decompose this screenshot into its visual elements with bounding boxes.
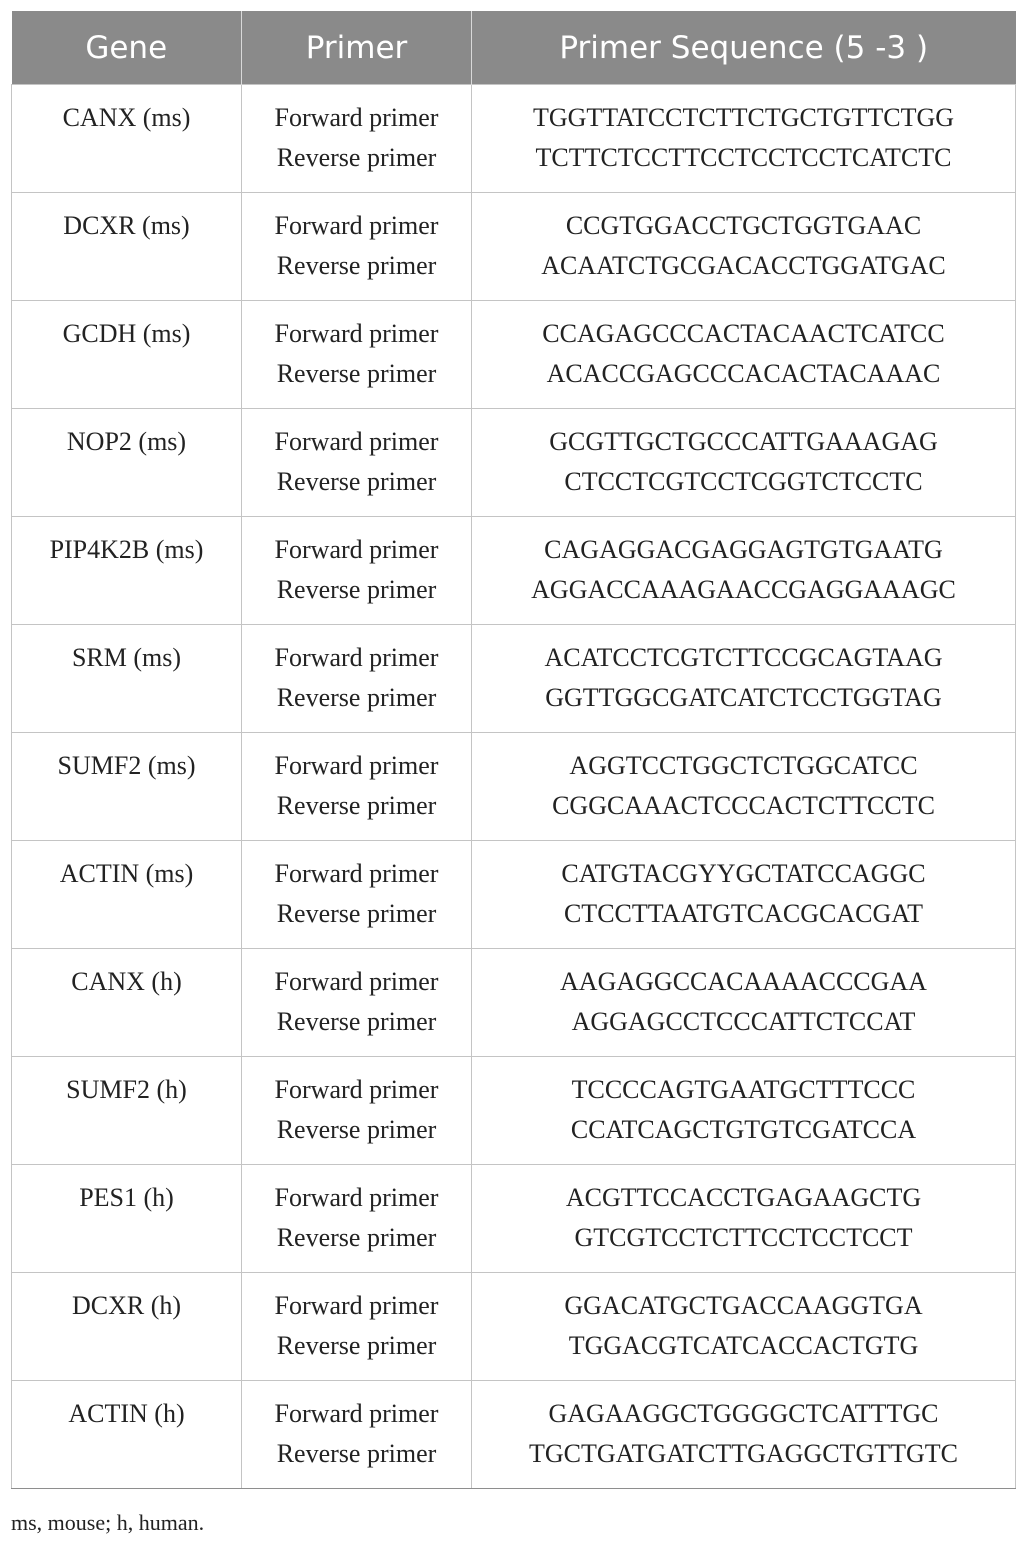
sequence-cell	[472, 625, 1016, 733]
sequence-cell	[472, 1273, 1016, 1381]
reverse-sequence: AGGAGCCTCCCATTCTCCAT	[571, 1007, 916, 1036]
primer-table	[11, 11, 1016, 1489]
sequence-cell	[472, 841, 1016, 949]
reverse-sequence: CTCCTTAATGTCACGCACGAT	[563, 899, 924, 928]
gene-cell	[12, 193, 242, 301]
gene-name: NOP2 (ms)	[66, 427, 187, 456]
gene-name: PIP4K2B (ms)	[49, 535, 204, 564]
forward-primer-label: Forward primer	[274, 859, 439, 888]
sequence-cell	[472, 733, 1016, 841]
reverse-primer-label: Reverse primer	[276, 791, 437, 820]
sequence-cell	[472, 1381, 1016, 1489]
reverse-primer-label: Reverse primer	[276, 1223, 437, 1252]
forward-primer-label: Forward primer	[274, 535, 439, 564]
sequence-cell	[472, 517, 1016, 625]
table-row	[12, 1381, 1016, 1489]
primer-cell	[242, 517, 472, 625]
sequence-cell	[472, 409, 1016, 517]
gene-name: DCXR (h)	[71, 1291, 182, 1320]
reverse-primer-label: Reverse primer	[276, 251, 437, 280]
primer-cell	[242, 733, 472, 841]
forward-sequence: CATGTACGYYGCTATCCAGGC	[561, 859, 926, 888]
sequence-cell	[472, 1165, 1016, 1273]
gene-name: CANX (h)	[71, 967, 182, 996]
forward-sequence: GAGAAGGCTGGGGCTCATTTGC	[548, 1399, 939, 1428]
gene-name: CANX (ms)	[62, 103, 191, 132]
gene-name: ACTIN (h)	[68, 1399, 185, 1428]
gene-name: SUMF2 (h)	[66, 1075, 187, 1104]
column-header-primer: Primer	[242, 11, 472, 85]
gene-cell	[12, 733, 242, 841]
forward-sequence: CAGAGGACGAGGAGTGTGAATG	[544, 535, 943, 564]
gene-cell	[12, 517, 242, 625]
forward-primer-label: Forward primer	[274, 751, 439, 780]
forward-primer-label: Forward primer	[274, 211, 439, 240]
gene-name: ACTIN (ms)	[59, 859, 194, 888]
gene-cell	[12, 1381, 242, 1489]
table-footnote: ms, mouse; h, human.	[11, 1510, 205, 1535]
reverse-primer-label: Reverse primer	[276, 467, 437, 496]
reverse-primer-label: Reverse primer	[276, 683, 437, 712]
gene-name: SUMF2 (ms)	[57, 751, 196, 780]
primer-cell	[242, 85, 472, 193]
reverse-sequence: GGTTGGCGATCATCTCCTGGTAG	[545, 683, 942, 712]
reverse-primer-label: Reverse primer	[276, 899, 437, 928]
gene-cell	[12, 1165, 242, 1273]
reverse-primer-label: Reverse primer	[276, 1115, 437, 1144]
reverse-sequence: CCATCAGCTGTGTCGATCCA	[570, 1115, 917, 1144]
gene-name: DCXR (ms)	[63, 211, 190, 240]
primer-cell	[242, 625, 472, 733]
reverse-primer-label: Reverse primer	[276, 359, 437, 388]
forward-primer-label: Forward primer	[274, 103, 439, 132]
reverse-sequence: CGGCAAACTCCCACTCTTCCTC	[552, 791, 935, 820]
primer-cell	[242, 1057, 472, 1165]
table-row	[12, 1273, 1016, 1381]
forward-sequence: GCGTTGCTGCCCATTGAAAGAG	[549, 427, 938, 456]
reverse-sequence: CTCCTCGTCCTCGGTCTCCTC	[564, 467, 923, 496]
table-row	[12, 85, 1016, 193]
gene-cell	[12, 1057, 242, 1165]
forward-primer-label: Forward primer	[274, 1183, 439, 1212]
reverse-primer-label: Reverse primer	[276, 143, 437, 172]
table-row	[12, 517, 1016, 625]
reverse-sequence: AGGACCAAAGAACCGAGGAAAGC	[531, 575, 956, 604]
sequence-cell	[472, 301, 1016, 409]
forward-sequence: TGGTTATCCTCTTCTGCTGTTCTGG	[532, 103, 955, 132]
reverse-primer-label: Reverse primer	[276, 1439, 437, 1468]
primer-cell	[242, 193, 472, 301]
forward-sequence: ACATCCTCGTCTTCCGCAGTAAG	[544, 643, 943, 672]
column-header-gene: Gene	[12, 11, 242, 85]
table-row	[12, 409, 1016, 517]
table-row	[12, 733, 1016, 841]
table-row	[12, 193, 1016, 301]
gene-cell	[12, 841, 242, 949]
sequence-cell	[472, 949, 1016, 1057]
gene-cell	[12, 1273, 242, 1381]
forward-sequence: CCGTGGACCTGCTGGTGAAC	[565, 211, 922, 240]
forward-sequence: AAGAGGCCACAAAACCCGAA	[560, 967, 927, 996]
gene-name: PES1 (h)	[79, 1183, 174, 1212]
reverse-sequence: TCTTCTCCTTCCTCCTCCTCATCTC	[535, 143, 952, 172]
table-body	[12, 85, 1016, 1489]
forward-primer-label: Forward primer	[274, 967, 439, 996]
forward-sequence: CCAGAGCCCACTACAACTCATCC	[542, 319, 945, 348]
gene-name: GCDH (ms)	[62, 319, 191, 348]
table-row	[12, 1165, 1016, 1273]
table-row	[12, 949, 1016, 1057]
reverse-sequence: TGCTGATGATCTTGAGGCTGTTGTC	[529, 1439, 958, 1468]
forward-primer-label: Forward primer	[274, 427, 439, 456]
primer-cell	[242, 1381, 472, 1489]
gene-cell	[12, 301, 242, 409]
table-header	[12, 11, 1016, 85]
reverse-primer-label: Reverse primer	[276, 575, 437, 604]
table-row	[12, 1057, 1016, 1165]
gene-cell	[12, 625, 242, 733]
forward-primer-label: Forward primer	[274, 1291, 439, 1320]
header-row	[12, 11, 1016, 85]
forward-sequence: AGGTCCTGGCTCTGGCATCC	[569, 751, 918, 780]
gene-name: SRM (ms)	[71, 643, 182, 672]
forward-sequence: GGACATGCTGACCAAGGTGA	[564, 1291, 923, 1320]
primer-cell	[242, 949, 472, 1057]
primer-cell	[242, 1273, 472, 1381]
reverse-primer-label: Reverse primer	[276, 1331, 437, 1360]
gene-cell	[12, 85, 242, 193]
reverse-sequence: TGGACGTCATCACCACTGTG	[568, 1331, 919, 1360]
reverse-primer-label: Reverse primer	[276, 1007, 437, 1036]
primer-cell	[242, 841, 472, 949]
sequence-cell	[472, 85, 1016, 193]
reverse-sequence: ACAATCTGCGACACCTGGATGAC	[541, 251, 946, 280]
primer-cell	[242, 409, 472, 517]
sequence-cell	[472, 193, 1016, 301]
primer-cell	[242, 1165, 472, 1273]
gene-cell	[12, 409, 242, 517]
forward-primer-label: Forward primer	[274, 1399, 439, 1428]
forward-primer-label: Forward primer	[274, 1075, 439, 1104]
column-header-primer-sequence: Primer Sequence (5 -3 )	[472, 11, 1016, 85]
sequence-cell	[472, 1057, 1016, 1165]
table-row	[12, 301, 1016, 409]
gene-cell	[12, 949, 242, 1057]
forward-sequence: TCCCCAGTGAATGCTTTCCC	[571, 1075, 916, 1104]
forward-primer-label: Forward primer	[274, 319, 439, 348]
forward-sequence: ACGTTCCACCTGAGAAGCTG	[565, 1183, 922, 1212]
table-row	[12, 841, 1016, 949]
table-row	[12, 625, 1016, 733]
reverse-sequence: ACACCGAGCCCACACTACAAAC	[546, 359, 941, 388]
primer-cell	[242, 301, 472, 409]
reverse-sequence: GTCGTCCTCTTCCTCCTCCT	[574, 1223, 913, 1252]
forward-primer-label: Forward primer	[274, 643, 439, 672]
